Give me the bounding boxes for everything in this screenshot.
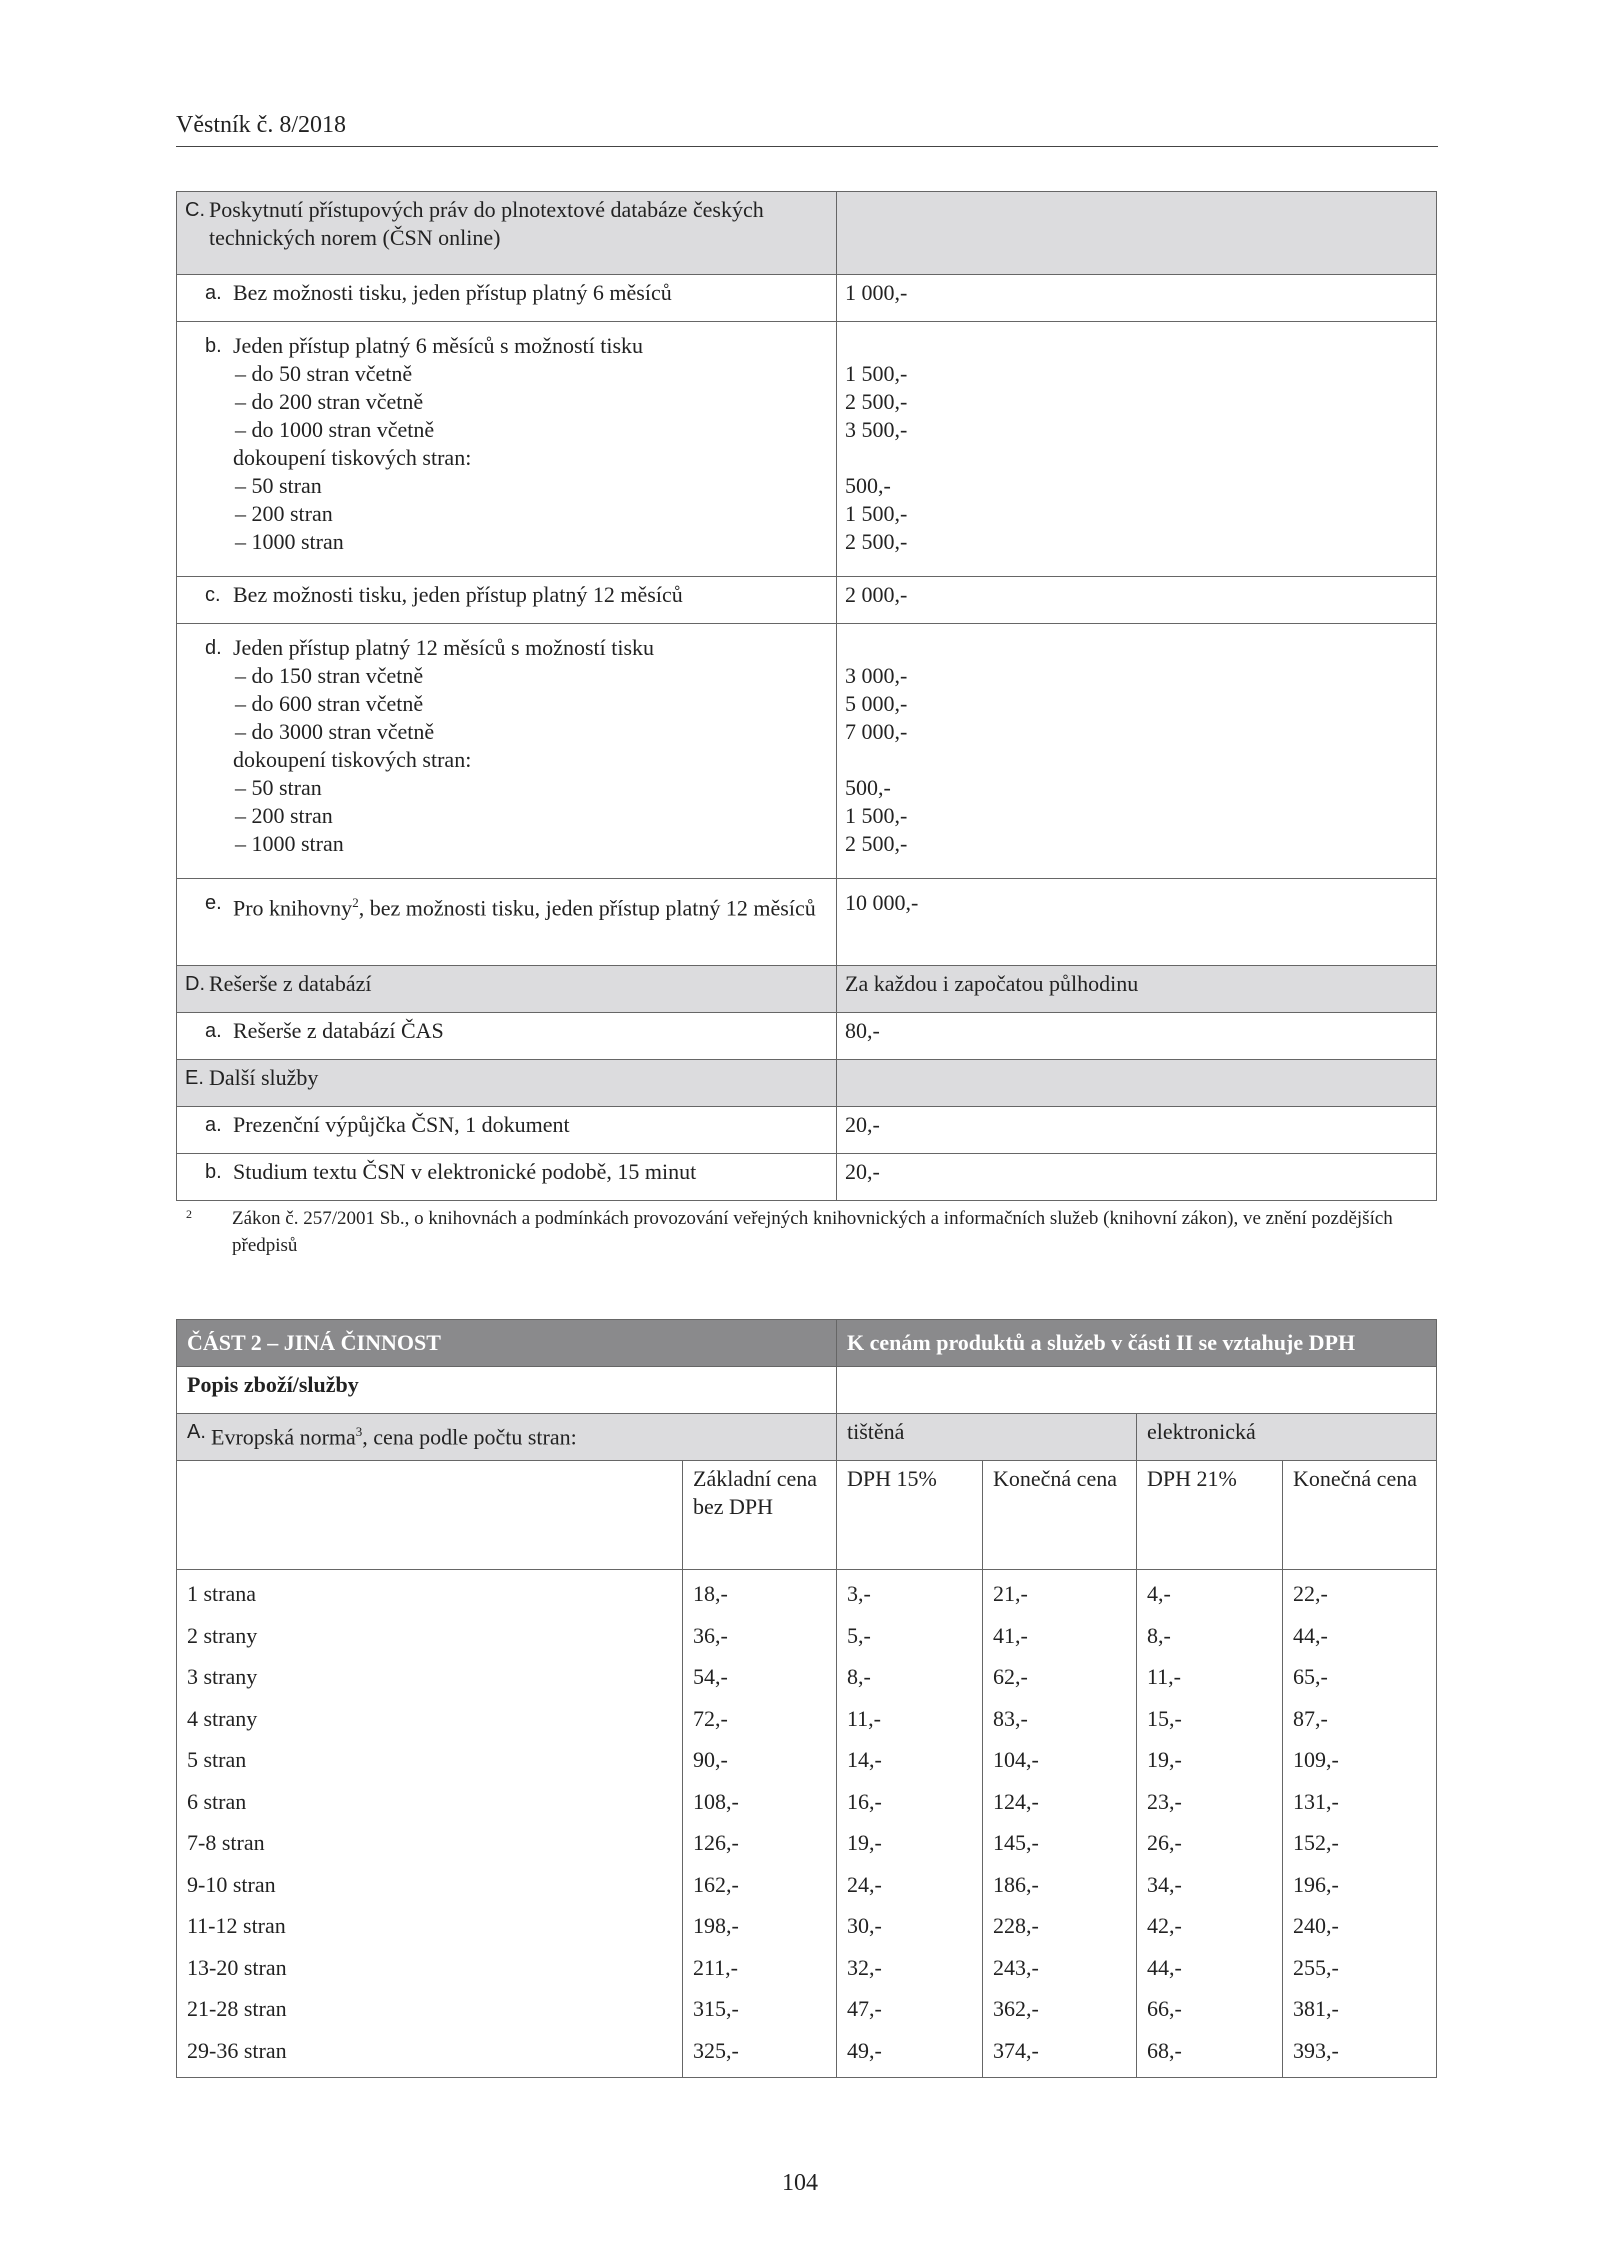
price-cell: 126,-	[683, 1824, 837, 1866]
price-cell: 108,-	[683, 1783, 837, 1825]
price-cell: 8,-	[1137, 1617, 1283, 1659]
price-cell: 87,-	[1283, 1700, 1437, 1742]
section-mark: A.	[187, 1421, 206, 1443]
table-row	[177, 1824, 1437, 1866]
column-header: Základní cena bez DPH	[683, 1461, 837, 1570]
section-mark: D.	[185, 973, 205, 995]
price-cell: 19,-	[1137, 1741, 1283, 1783]
table-row: c. Bez možnosti tisku, jeden přístup platný 12 měsíců 2 000,-	[177, 577, 1437, 624]
price-cell: 124,-	[983, 1783, 1137, 1825]
printed-header: tištěná	[837, 1414, 1137, 1461]
page-count-cell: 5 stran	[177, 1741, 683, 1783]
price-cell: 72,-	[683, 1700, 837, 1742]
table-row	[177, 1866, 1437, 1908]
column-header: DPH 15%	[837, 1461, 983, 1570]
column-header: DPH 21%	[1137, 1461, 1283, 1570]
price-cell: 24,-	[837, 1866, 983, 1908]
table-row: e. Pro knihovny$^2$, bez možnosti tisku, jeden přístup platný 12 měsíců 10 000,-	[177, 879, 1437, 966]
price-cell: 381,-	[1283, 1990, 1437, 2032]
price-cell: 152,-	[1283, 1824, 1437, 1866]
page-count-cell: 1 strana	[177, 1570, 683, 1617]
price-cell: 54,-	[683, 1658, 837, 1700]
footnote-number: 2	[186, 1207, 192, 1221]
price-cell: 5,-	[837, 1617, 983, 1659]
price-cell: 315,-	[683, 1990, 837, 2032]
table-row	[177, 1783, 1437, 1825]
item-price: 1 000,-	[837, 275, 1437, 322]
page-count-cell: 11-12 stran	[177, 1907, 683, 1949]
section-d-header	[177, 966, 1437, 1013]
table-row: a. Bez možnosti tisku, jeden přístup platný 6 měsíců 1 000,-	[177, 275, 1437, 322]
section-title: Další služby	[209, 1065, 319, 1090]
price-cell: 3,-	[837, 1570, 983, 1617]
price-cell: 211,-	[683, 1949, 837, 1991]
page-count-cell: 13-20 stran	[177, 1949, 683, 1991]
price-cell: 26,-	[1137, 1824, 1283, 1866]
price-cell: 240,-	[1283, 1907, 1437, 1949]
page-count-cell: 3 strany	[177, 1658, 683, 1700]
price-cell: 243,-	[983, 1949, 1137, 1991]
footnote-text: Zákon č. 257/2001 Sb., o knihovnách a podmínkách provozování veřejných knihovnických a informačních služeb (knihovní zákon), ve znění pozdějších předpisů	[232, 1208, 1393, 1256]
price-cell: 41,-	[983, 1617, 1137, 1659]
price-cell: 65,-	[1283, 1658, 1437, 1700]
page-number: 104	[782, 2170, 818, 2196]
item-prices: 3 000,- 5 000,- 7 000,- 500,- 1 500,- 2 500,-	[845, 663, 908, 856]
item-text: Jeden přístup platný 12 měsíců s možností tisku	[233, 635, 655, 660]
section-title: Rešerše z databází	[209, 971, 372, 996]
table-row: b. Studium textu ČSN v elektronické podobě, 15 minut 20,-	[177, 1154, 1437, 1201]
price-cell: 362,-	[983, 1990, 1137, 2032]
price-cell: 145,-	[983, 1824, 1137, 1866]
price-cell: 374,-	[983, 2032, 1137, 2078]
section-c-header	[177, 192, 1437, 275]
table-row	[177, 1570, 1437, 1617]
column-header: Konečná cena	[1283, 1461, 1437, 1570]
column-header: Konečná cena	[983, 1461, 1137, 1570]
price-table-part1	[176, 191, 1437, 1201]
item-price: 2 000,-	[837, 577, 1437, 624]
section-title: Evropská norma$^3$, cena podle počtu stran:	[211, 1424, 577, 1450]
price-cell: 47,-	[837, 1990, 983, 2032]
price-cell: 15,-	[1137, 1700, 1283, 1742]
table-row: d. Jeden přístup platný 12 měsíců s možností tisku – do 150 stran včetně – do 600 stran včetně – do 3000 stran včetně dokoupení tiskových stran: – 50 stran – 200 stran – 1000 stran 3 000,- 5 000,- 7 000,- 500,- 1 500,- 2 500,-	[177, 624, 1437, 879]
table-row	[177, 1741, 1437, 1783]
item-prices: 1 500,- 2 500,- 3 500,- 500,- 1 500,- 2 500,-	[845, 361, 908, 554]
price-cell: 14,-	[837, 1741, 983, 1783]
price-cell: 36,-	[683, 1617, 837, 1659]
page-count-cell: 9-10 stran	[177, 1866, 683, 1908]
section-mark: E.	[185, 1067, 204, 1089]
table-row	[177, 1658, 1437, 1700]
item-text: Studium textu ČSN v elektronické podobě, 15 minut	[233, 1159, 697, 1184]
page-count-cell: 7-8 stran	[177, 1824, 683, 1866]
price-cell: 30,-	[837, 1907, 983, 1949]
price-cell: 255,-	[1283, 1949, 1437, 1991]
electronic-header: elektronická	[1137, 1414, 1437, 1461]
part2-header	[177, 1320, 1437, 1367]
table-row: a. Rešerše z databází ČAS 80,-	[177, 1013, 1437, 1060]
section-a-header	[177, 1414, 1437, 1461]
page-header	[176, 112, 1438, 147]
price-cell: 49,-	[837, 2032, 983, 2078]
table-row	[177, 1990, 1437, 2032]
item-text: Pro knihovny$^2$, bez možnosti tisku, jeden přístup platný 12 měsíců	[233, 895, 816, 921]
item-text: Bez možnosti tisku, jeden přístup platný 6 měsíců	[233, 280, 672, 305]
price-cell: 19,-	[837, 1824, 983, 1866]
price-cell: 21,-	[983, 1570, 1137, 1617]
footnote	[176, 1205, 1438, 1259]
price-cell: 62,-	[983, 1658, 1137, 1700]
item-price: 10 000,-	[837, 879, 1437, 966]
price-cell: 44,-	[1137, 1949, 1283, 1991]
section-title: Poskytnutí přístupových práv do plnotextové databáze českých technických norem (ČSN online)	[209, 197, 764, 250]
price-cell: 162,-	[683, 1866, 837, 1908]
vat-note: K cenám produktů a služeb v části II se vztahuje DPH	[837, 1320, 1437, 1367]
item-text: Rešerše z databází ČAS	[233, 1018, 444, 1043]
table-row	[177, 2032, 1437, 2078]
table-row	[177, 1949, 1437, 1991]
price-cell: 186,-	[983, 1866, 1137, 1908]
table-row	[177, 1700, 1437, 1742]
footnote-ref[interactable]: 3	[355, 1424, 363, 1439]
price-cell: 66,-	[1137, 1990, 1283, 2032]
section-e-header	[177, 1060, 1437, 1107]
price-cell: 68,-	[1137, 2032, 1283, 2078]
item-text: Bez možnosti tisku, jeden přístup platný 12 měsíců	[233, 582, 683, 607]
price-cell: 16,-	[837, 1783, 983, 1825]
price-cell: 42,-	[1137, 1907, 1283, 1949]
item-price: 20,-	[837, 1154, 1437, 1201]
section-note: Za každou i započatou půlhodinu	[837, 966, 1437, 1013]
price-cell: 228,-	[983, 1907, 1137, 1949]
price-table-part2	[176, 1319, 1437, 2078]
footnote-ref[interactable]: 2	[352, 895, 359, 910]
price-cell: 198,-	[683, 1907, 837, 1949]
desc-header: Popis zboží/služby	[177, 1367, 837, 1414]
price-cell: 109,-	[1283, 1741, 1437, 1783]
part2-title: ČÁST 2 – JINÁ ČINNOST	[177, 1320, 837, 1367]
journal-title: Věstník č. 8/2018	[176, 112, 346, 138]
item-price: 80,-	[837, 1013, 1437, 1060]
price-cell: 325,-	[683, 2032, 837, 2078]
table-row: b. Jeden přístup platný 6 měsíců s možností tisku – do 50 stran včetně – do 200 stran včetně – do 1000 stran včetně dokoupení tiskových stran: – 50 stran – 200 stran – 1000 stran 1 500,- 2 500,- 3 500,- 500,- 1 500,- 2 500,-	[177, 322, 1437, 577]
price-rows	[177, 1570, 1437, 2078]
price-cell: 22,-	[1283, 1570, 1437, 1617]
price-cell: 393,-	[1283, 2032, 1437, 2078]
item-text: Jeden přístup platný 6 měsíců s možností tisku	[233, 333, 644, 358]
price-cell: 4,-	[1137, 1570, 1283, 1617]
column-header-row	[177, 1461, 1437, 1570]
price-cell: 196,-	[1283, 1866, 1437, 1908]
table-row: a. Prezenční výpůjčka ČSN, 1 dokument 20,-	[177, 1107, 1437, 1154]
page-count-cell: 21-28 stran	[177, 1990, 683, 2032]
price-cell: 32,-	[837, 1949, 983, 1991]
price-cell: 23,-	[1137, 1783, 1283, 1825]
price-cell: 11,-	[837, 1700, 983, 1742]
price-cell: 104,-	[983, 1741, 1137, 1783]
table-row	[177, 1907, 1437, 1949]
price-cell: 131,-	[1283, 1783, 1437, 1825]
table-row	[177, 1617, 1437, 1659]
item-text: Prezenční výpůjčka ČSN, 1 dokument	[233, 1112, 570, 1137]
page-count-cell: 4 strany	[177, 1700, 683, 1742]
page-count-cell: 29-36 stran	[177, 2032, 683, 2078]
section-mark: C.	[185, 199, 205, 221]
price-cell: 8,-	[837, 1658, 983, 1700]
page-count-cell: 2 strany	[177, 1617, 683, 1659]
price-cell: 11,-	[1137, 1658, 1283, 1700]
desc-header-row	[177, 1367, 1437, 1414]
price-cell: 44,-	[1283, 1617, 1437, 1659]
price-cell: 90,-	[683, 1741, 837, 1783]
item-price: 20,-	[837, 1107, 1437, 1154]
price-cell: 18,-	[683, 1570, 837, 1617]
price-cell: 34,-	[1137, 1866, 1283, 1908]
page-count-cell: 6 stran	[177, 1783, 683, 1825]
price-cell: 83,-	[983, 1700, 1137, 1742]
